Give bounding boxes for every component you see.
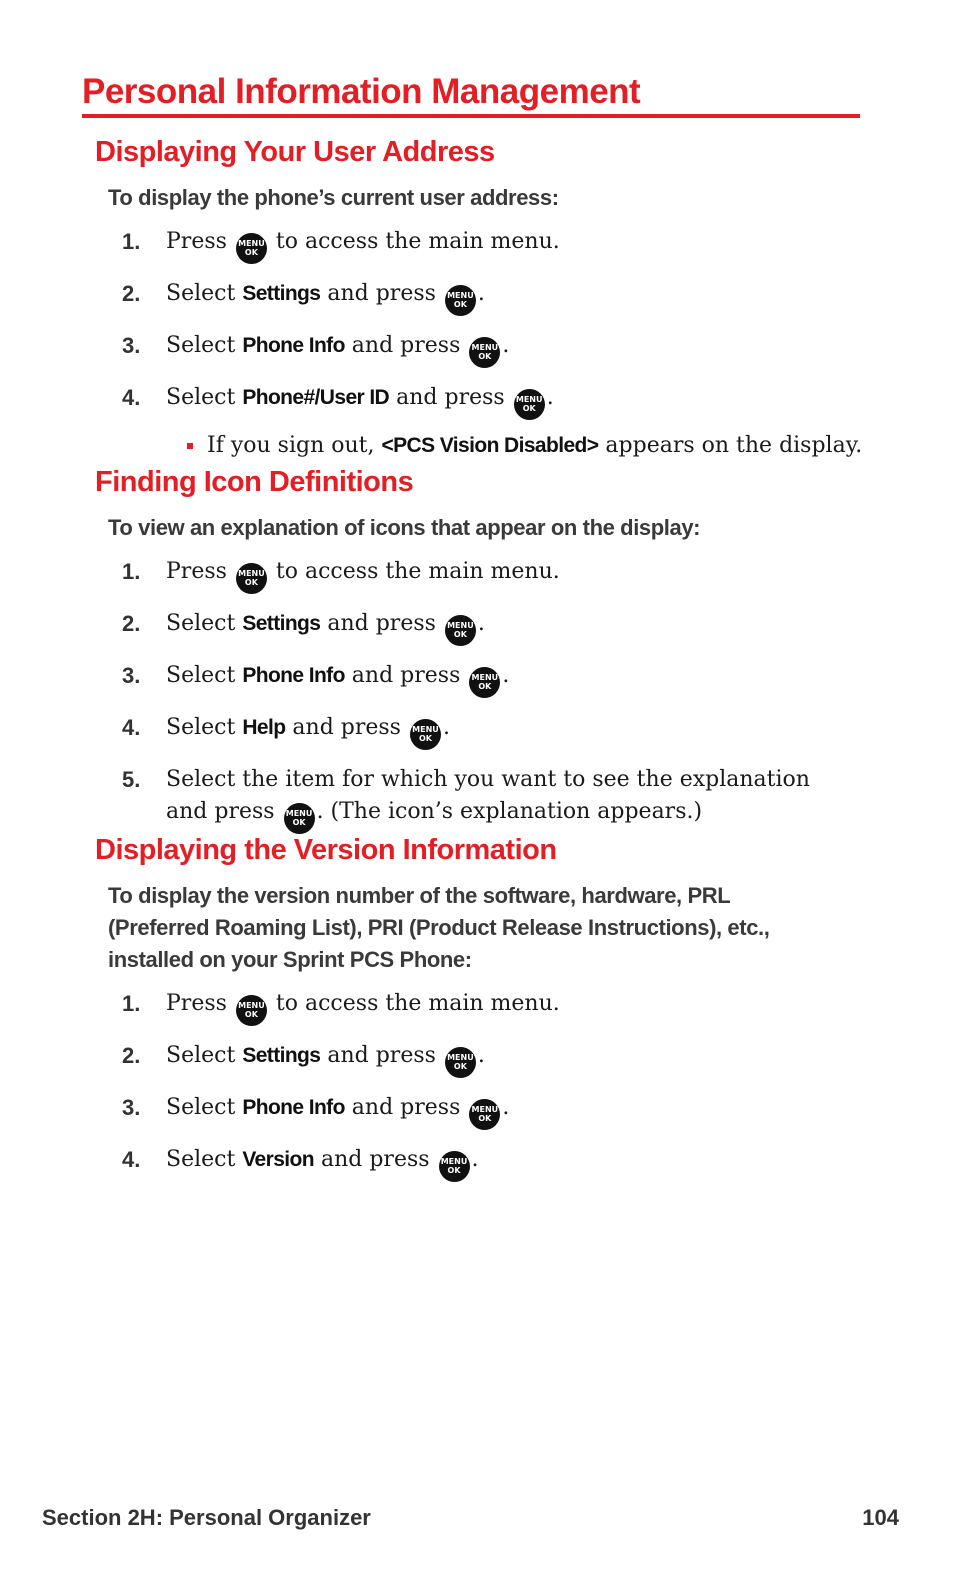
- step-number: 5.: [122, 766, 141, 792]
- step-number: 2.: [122, 280, 141, 306]
- menu-ok-key-icon: MENU OK: [284, 803, 315, 834]
- footer-section-label: Section 2H: Personal Organizer: [42, 1505, 371, 1530]
- step-item: 1. Press MENU OK to access the main menu.: [166, 226, 846, 264]
- step-list: [0, 226, 954, 420]
- step-item: 4. Select Help and press MENU OK .: [166, 712, 846, 750]
- menu-ok-key-icon: MENU OK: [514, 389, 545, 420]
- step-item: 1. Press MENU OK to access the main menu.: [166, 556, 846, 594]
- menu-ok-key-icon: MENU OK: [236, 233, 267, 264]
- page-footer: [42, 1505, 899, 1531]
- step-number: 3.: [122, 1094, 141, 1120]
- section-heading: Displaying the Version Information: [95, 834, 557, 866]
- step-item: 5. Select the item for which you want to see the explanation and press MENU OK . (The icon’s explanation appears.): [166, 764, 846, 834]
- step-number: 4.: [122, 1146, 141, 1172]
- step-item: 3. Select Phone Info and press MENU OK .: [166, 1092, 846, 1130]
- step-item: 3. Select Phone Info and press MENU OK .: [166, 330, 846, 368]
- step-item: 4. Select Version and press MENU OK .: [166, 1144, 846, 1182]
- menu-keyword: Settings: [242, 1043, 321, 1067]
- step-item: 3. Select Phone Info and press MENU OK .: [166, 660, 846, 698]
- bullet-note: [207, 430, 867, 462]
- step-number: 2.: [122, 1042, 141, 1068]
- step-number: 4.: [122, 714, 141, 740]
- section-intro: To display the version number of the software, hardware, PRL (Preferred Roaming List), PRI (Product Release Instructions), etc., installed on your Sprint PCS Phone:: [108, 882, 770, 972]
- menu-ok-key-icon: MENU OK: [469, 337, 500, 368]
- step-number: 4.: [122, 384, 141, 410]
- step-number: 1.: [122, 990, 141, 1016]
- page-title: Personal Information Management: [82, 72, 860, 118]
- step-item: 2. Select Settings and press MENU OK .: [166, 278, 846, 316]
- step-number: 2.: [122, 610, 141, 636]
- step-item: 4. Select Phone#/User ID and press MENU OK .: [166, 382, 846, 420]
- menu-ok-key-icon: MENU OK: [236, 995, 267, 1026]
- step-number: 1.: [122, 228, 141, 254]
- menu-keyword: Phone Info: [242, 663, 345, 687]
- step-number: 1.: [122, 558, 141, 584]
- menu-keyword: Settings: [242, 611, 321, 635]
- menu-ok-key-icon: MENU OK: [445, 285, 476, 316]
- menu-keyword: Phone Info: [242, 333, 345, 357]
- menu-keyword: Phone#/User ID: [242, 385, 390, 409]
- step-list: [0, 988, 954, 1182]
- menu-ok-key-icon: MENU OK: [469, 1099, 500, 1130]
- menu-ok-key-icon: MENU OK: [410, 719, 441, 750]
- menu-ok-key-icon: MENU OK: [469, 667, 500, 698]
- step-item: 2. Select Settings and press MENU OK .: [166, 1040, 846, 1078]
- step-item: 1. Press MENU OK to access the main menu.: [166, 988, 846, 1026]
- menu-ok-key-icon: MENU OK: [236, 563, 267, 594]
- section-intro: To view an explanation of icons that appear on the display:: [108, 514, 701, 540]
- bullet-text: If you sign out, <PCS Vision Disabled> appears on the display.: [207, 432, 863, 458]
- footer-page-number: 104: [862, 1505, 899, 1530]
- section-heading: Finding Icon Definitions: [95, 466, 414, 498]
- section-intro: To display the phone’s current user address:: [108, 184, 559, 210]
- step-item: 2. Select Settings and press MENU OK .: [166, 608, 846, 646]
- step-list: [0, 556, 954, 834]
- menu-keyword: Help: [242, 715, 286, 739]
- section-icon-definitions: [0, 464, 954, 848]
- menu-keyword: <PCS Vision Disabled>: [381, 433, 599, 457]
- bullet-square-icon: [187, 443, 193, 449]
- step-number: 3.: [122, 332, 141, 358]
- menu-ok-key-icon: MENU OK: [439, 1151, 470, 1182]
- menu-keyword: Version: [242, 1147, 314, 1171]
- section-version-info: [0, 832, 954, 1196]
- step-number: 3.: [122, 662, 141, 688]
- menu-keyword: Phone Info: [242, 1095, 345, 1119]
- section-user-address: [0, 134, 954, 462]
- section-heading: Displaying Your User Address: [95, 136, 495, 168]
- menu-ok-key-icon: MENU OK: [445, 1047, 476, 1078]
- menu-ok-key-icon: MENU OK: [445, 615, 476, 646]
- menu-keyword: Settings: [242, 281, 321, 305]
